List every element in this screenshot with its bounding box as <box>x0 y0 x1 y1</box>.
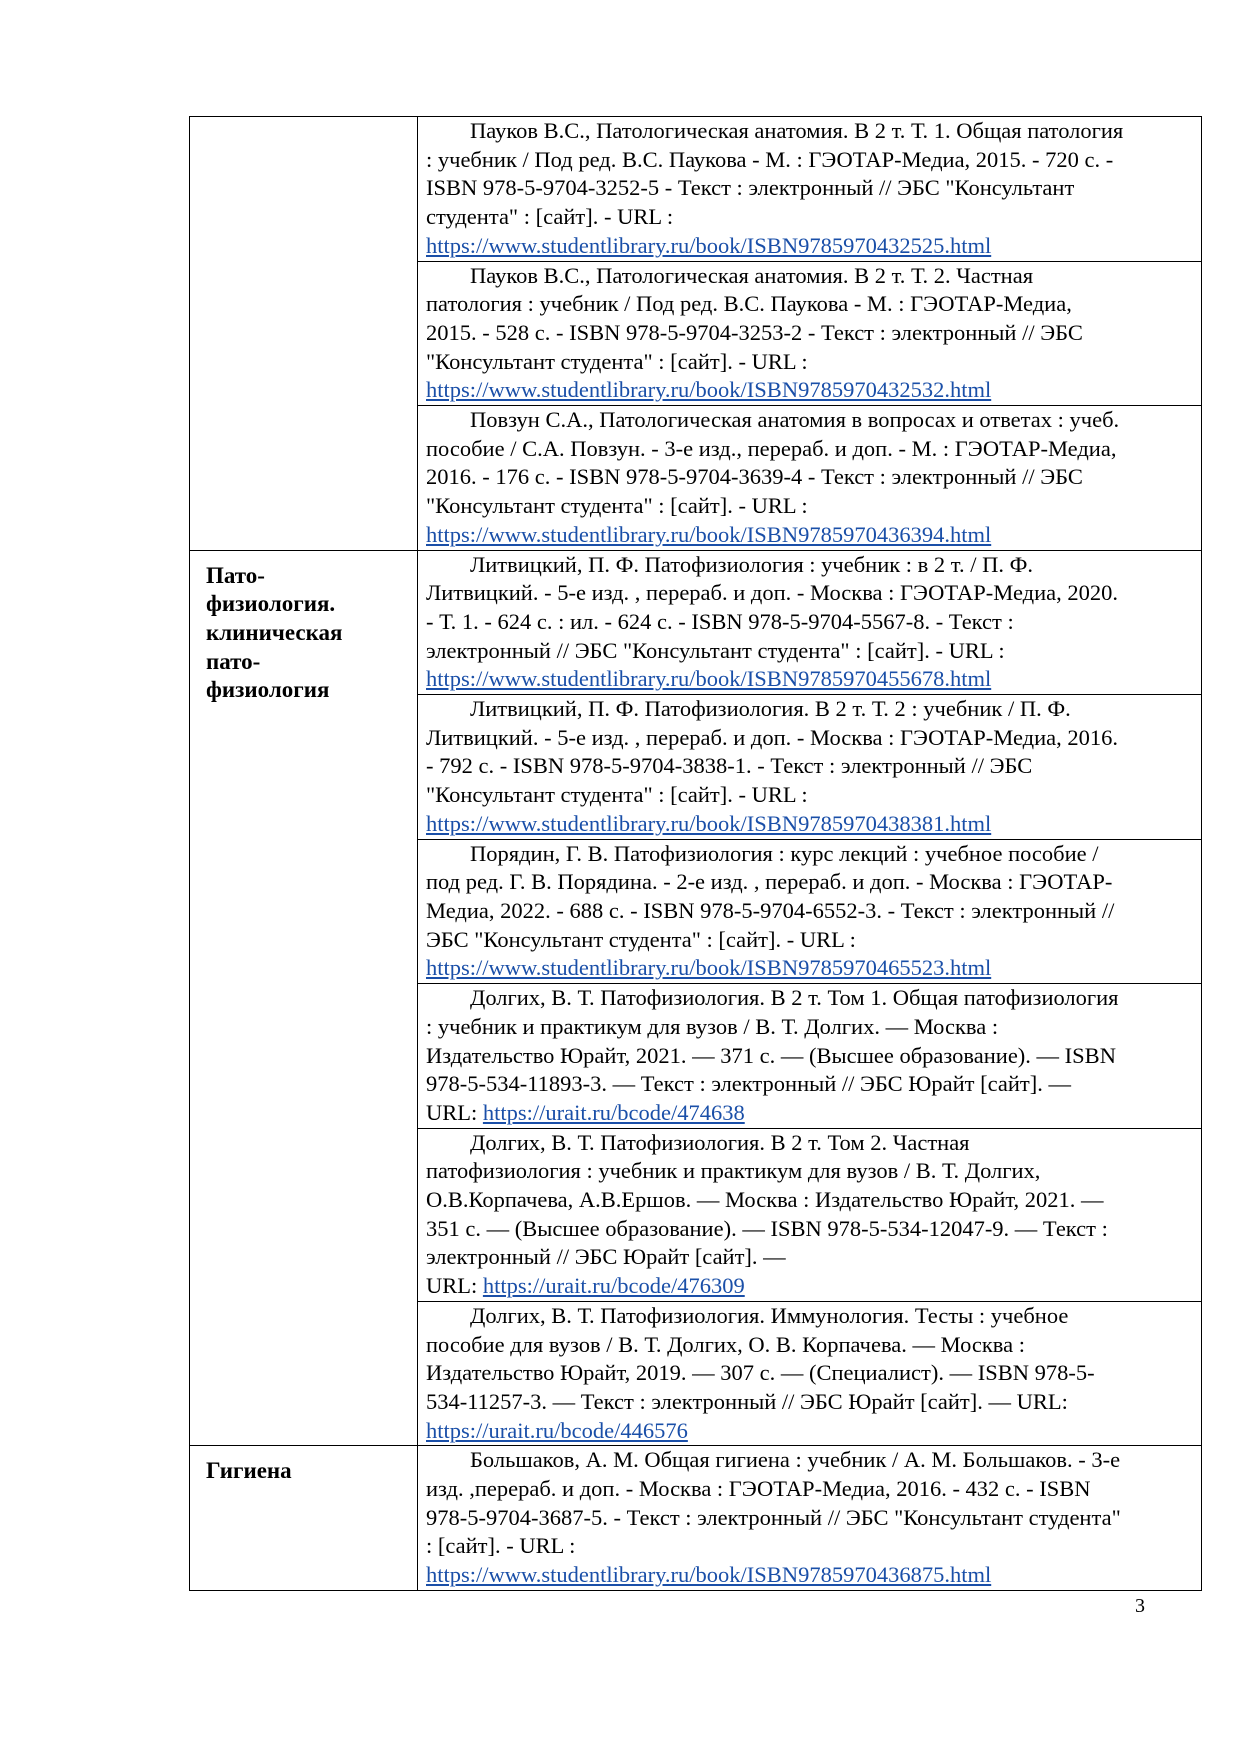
reference-link[interactable]: https://urait.ru/bcode/446576 <box>426 1417 688 1443</box>
reference-cell <box>418 1301 1202 1446</box>
reference-link[interactable]: https://www.studentlibrary.ru/book/ISBN9785970438381.html <box>426 810 992 836</box>
subject-cell <box>190 550 418 1446</box>
subject-label: Пато- физиология. клиническая пато- физиология <box>206 562 343 703</box>
reference-cell <box>418 406 1202 551</box>
reference-cell <box>418 550 1202 695</box>
reference-text: Долгих, В. Т. Патофизиология. В 2 т. Том 2. Частная патофизиология : учебник и практикум для вузов / В. Т. Долгих, О.В.Корпачева, А.В.Ершов. — Москва : Издательство Юрайт, 2021. — 351 с. — (Высшее образование). — ISBN 978-5-534-12047-9. — Текст : электронный // ЭБС Юрайт [сайт]. — URL: <box>426 1129 1108 1299</box>
reference-entry <box>426 1129 1195 1301</box>
reference-text: Порядин, Г. В. Патофизиология : курс лекций : учебное пособие / под ред. Г. В. Порядина. - 2-е изд. , перераб. и доп. - Москва : ГЭОТАР- Медиа, 2022. - 688 с. - ISBN 978-5-9704-6552-3. - Текст : электронный // ЭБС "Консультант студента" : [сайт]. - URL : <box>426 840 1115 952</box>
reference-entry <box>426 406 1195 550</box>
subject-cell <box>190 117 418 551</box>
reference-text: Повзун С.А., Патологическая анатомия в вопросах и ответах : учеб. пособие / С.А. Повзун. - 3-е изд., перераб. и доп. - М. : ГЭОТАР-Медиа, 2016. - 176 с. - ISBN 978-5-9704-3639-4 - Текст : электронный // ЭБС "Консультант студента" : [сайт]. - URL : <box>426 407 1120 519</box>
reference-link[interactable]: https://urait.ru/bcode/474638 <box>482 1099 745 1125</box>
reference-link[interactable]: https://www.studentlibrary.ru/book/ISBN9785970455678.html <box>426 666 992 692</box>
reference-entry <box>426 695 1195 839</box>
table-row <box>190 117 1202 262</box>
reference-entry <box>426 840 1195 984</box>
reference-text: Пауков В.С., Патологическая анатомия. В 2 т. Т. 2. Частная патология : учебник / Под ред. В.С. Паукова - М. : ГЭОТАР-Медиа, 2015. - 528 с. - ISBN 978-5-9704-3253-2 - Текст : электронный // ЭБС "Консультант студента" : [сайт]. - URL : <box>426 262 1083 374</box>
reference-text: Большаков, А. М. Общая гигиена : учебник / А. М. Большаков. - 3-е изд. ,перераб. и доп. - Москва : ГЭОТАР-Медиа, 2016. - 432 с. - ISBN 978-5-9704-3687-5. - Текст : электронный // ЭБС "Консультант студента" : [сайт]. - URL : <box>426 1447 1121 1559</box>
references-table <box>189 116 1202 1591</box>
reference-link[interactable]: https://www.studentlibrary.ru/book/ISBN9785970432532.html <box>426 377 992 403</box>
reference-text: Пауков В.С., Патологическая анатомия. В 2 т. Т. 1. Общая патология : учебник / Под ред. В.С. Паукова - М. : ГЭОТАР-Медиа, 2015. - 720 с. - ISBN 978-5-9704-3252-5 - Текст : электронный // ЭБС "Консультант студента" : [сайт]. - URL : <box>426 118 1124 230</box>
reference-entry <box>426 984 1195 1128</box>
reference-link[interactable]: https://www.studentlibrary.ru/book/ISBN9785970465523.html <box>426 955 992 981</box>
page-number: 3 <box>1135 1595 1145 1617</box>
table-row <box>190 550 1202 695</box>
reference-entry <box>426 117 1195 261</box>
reference-entry <box>426 262 1195 406</box>
subject-label: Гигиена <box>206 1458 292 1484</box>
reference-cell <box>418 1446 1202 1591</box>
reference-cell <box>418 984 1202 1129</box>
reference-link[interactable]: https://www.studentlibrary.ru/book/ISBN9785970436394.html <box>426 521 992 547</box>
reference-link[interactable]: https://www.studentlibrary.ru/book/ISBN9785970436875.html <box>426 1562 992 1588</box>
reference-cell <box>418 117 1202 262</box>
reference-cell <box>418 695 1202 840</box>
reference-text: Долгих, В. Т. Патофизиология. В 2 т. Том 1. Общая патофизиология : учебник и практикум для вузов / В. Т. Долгих. — Москва : Издательство Юрайт, 2021. — 371 с. — (Высшее образование). — ISBN 978-5-534-11893-3. — Текст : электронный // ЭБС Юрайт [сайт]. — URL: <box>426 985 1119 1125</box>
reference-cell <box>418 261 1202 406</box>
reference-text: Долгих, В. Т. Патофизиология. Иммунология. Тесты : учебное пособие для вузов / В. Т. Долгих, О. В. Корпачева. — Москва : Издательство Юрайт, 2019. — 307 с. — (Специалист). — ISBN 978-5- 534-11257-3. — Текст : электронный // ЭБС Юрайт [сайт]. — URL: <box>426 1302 1095 1414</box>
reference-text: Литвицкий, П. Ф. Патофизиология. В 2 т. Т. 2 : учебник / П. Ф. Литвицкий. - 5-е изд. , перераб. и доп. - Москва : ГЭОТАР-Медиа, 2016. - 792 с. - ISBN 978-5-9704-3838-1. - Текст : электронный // ЭБС "Консультант студента" : [сайт]. - URL : <box>426 696 1119 808</box>
reference-entry <box>426 551 1195 695</box>
reference-link[interactable]: https://www.studentlibrary.ru/book/ISBN9785970432525.html <box>426 232 992 258</box>
reference-cell <box>418 1128 1202 1301</box>
reference-link[interactable]: https://urait.ru/bcode/476309 <box>482 1273 745 1299</box>
reference-entry <box>426 1302 1195 1446</box>
reference-cell <box>418 839 1202 984</box>
subject-cell <box>190 1446 418 1591</box>
reference-text: Литвицкий, П. Ф. Патофизиология : учебник : в 2 т. / П. Ф. Литвицкий. - 5-е изд. , перераб. и доп. - Москва : ГЭОТАР-Медиа, 2020. - Т. 1. - 624 с. : ил. - 624 с. - ISBN 978-5-9704-5567-8. - Текст : электронный // ЭБС "Консультант студента" : [сайт]. - URL : <box>426 551 1119 663</box>
table-row <box>190 1446 1202 1591</box>
reference-entry <box>426 1446 1195 1590</box>
